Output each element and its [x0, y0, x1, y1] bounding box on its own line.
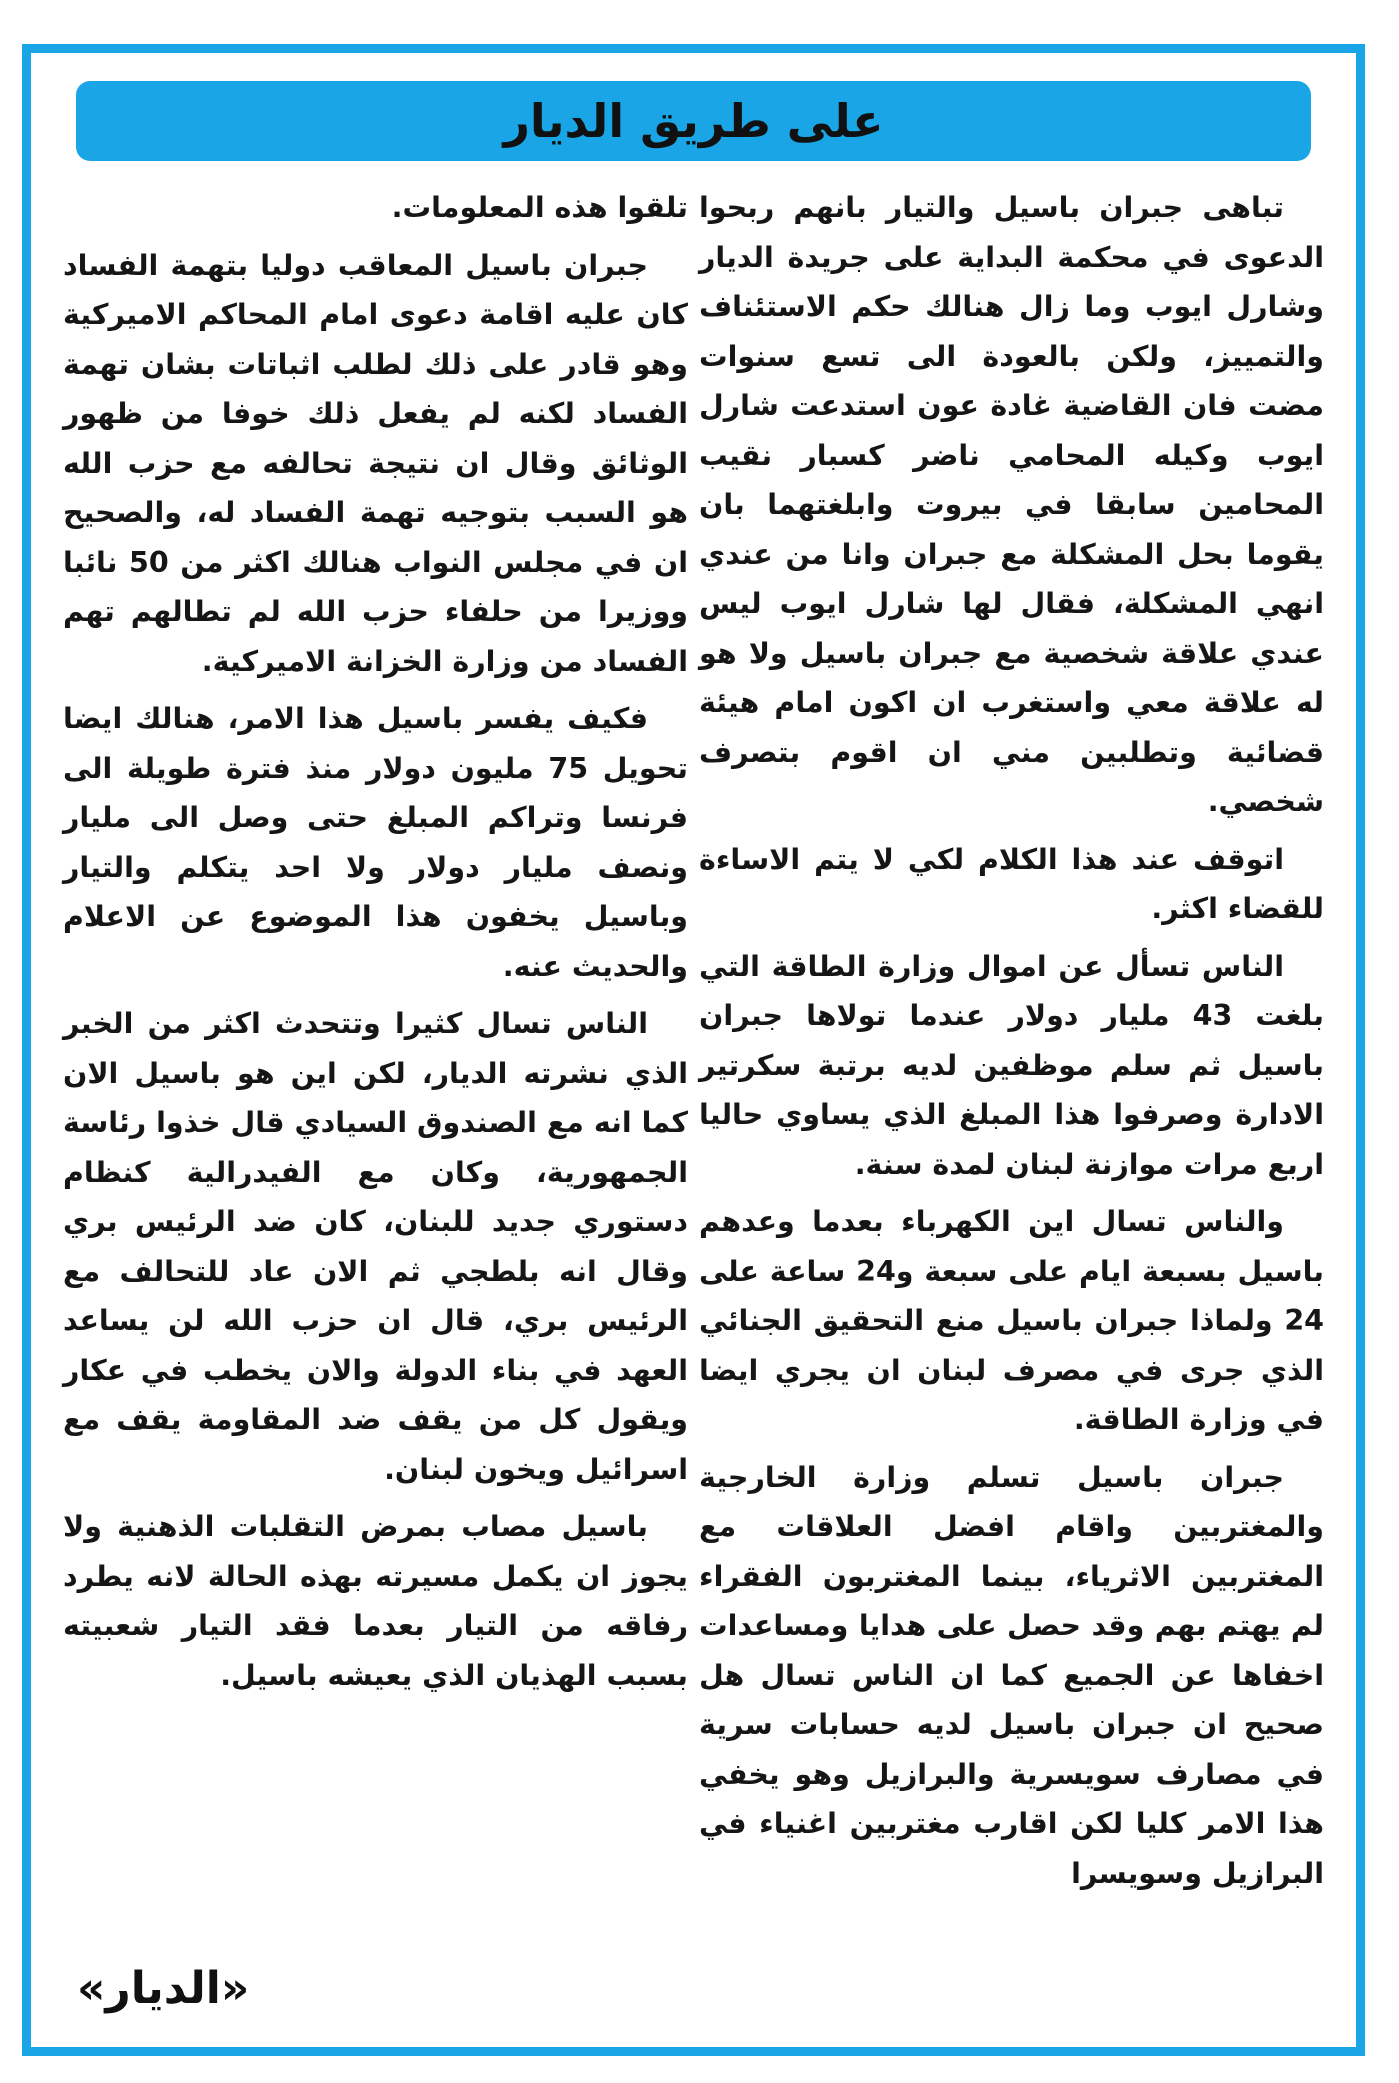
article-title: على طريق الديار — [503, 94, 884, 148]
signature: «الديار» — [77, 1963, 250, 2014]
header-bar — [76, 81, 1311, 161]
paragraph: الناس تسأل عن اموال وزارة الطاقة التي بلغت 43 مليار دولار عندما تولاها جبران باسيل ثم سلم موظفين لديه برتبة سكرتير الادارة وصرفوا هذا المبلغ الذي يساوي حاليا اربع مرات موازنة لبنان لمدة سنة. — [699, 949, 1325, 1181]
paragraph: اتوقف عند هذا الكلام لكي لا يتم الاساءة للقضاء اكثر. — [699, 842, 1324, 925]
paragraph: باسيل مصاب بمرض التقلبات الذهنية ولا يجوز ان يكمل مسيرته بهذه الحالة لانه يطرد رفاقه من التيار بعدما فقد التيار شعبيته بسبب الهذيان الذي يعيشه باسيل. — [63, 1510, 688, 1692]
paragraph: والناس تسال اين الكهرباء بعدما وعدهم باسيل بسبعة ايام على سبعة و24 ساعة على 24 ولماذا جبران باسيل منع التحقيق الجنائي الذي جرى في مصرف لبنان ان يجري ايضا في وزارة الطاقة. — [699, 1205, 1325, 1436]
article-frame — [22, 44, 1365, 2056]
left-column — [63, 183, 688, 2013]
paragraph: جبران باسيل المعاقب دوليا بتهمة الفساد كان عليه اقامة دعوى امام المحاكم الاميركية وهو قادر على ذلك لطلب اثباتات بشان تهمة الفساد لكنه لم يفعل ذلك خوفا من ظهور الوثائق وقال ان نتيجة تحالفه مع حزب الله هو السبب بتوجيه تهمة الفساد له، والصحيح ان في مجلس النواب هنالك اكثر من 50 نائبا ووزيرا من حلفاء حزب الله لم تطالهم تهم الفساد من وزارة الخزانة الاميركية. — [63, 248, 688, 678]
paragraph: جبران باسيل تسلم وزارة الخارجية والمغتربين واقام افضل العلاقات مع المغتربين الاثرياء، بينما المغتربون الفقراء لم يهتم بهم وقد حصل على هدايا ومساعدات اخفاها عن الجميع كما ان الناس تسال هل صحيح ان جبران باسيل لديه حسابات سرية في مصارف سويسرية والبرازيل وهو يخفي هذا الامر كليا لكن اقارب مغتربين اغنياء في البرازيل وسويسرا — [699, 1460, 1324, 1890]
right-column — [699, 183, 1324, 2013]
paragraph: فكيف يفسر باسيل هذا الامر، هنالك ايضا تحويل 75 مليون دولار منذ فترة طويلة الى فرنسا وتراكم المبلغ حتى وصل الى مليار ونصف مليار دولار ولا احد يتكلم والتيار وباسيل يخفون هذا الموضوع عن الاعلام والحديث عنه. — [63, 702, 688, 983]
paragraph: تباهى جبران باسيل والتيار بانهم ربحوا الدعوى في محكمة البداية على جريدة الديار وشارل ايوب وما زال هنالك حكم الاستئناف والتمييز، ولكن بالعودة الى تسع سنوات مضت فان القاضية غادة عون استدعت شارل ايوب وكيله المحامي ناضر كسبار نقيب المحامين سابقا في بيروت وابلغتهما بان يقوما بحل المشكلة مع جبران وانا من عندي انهي المشكلة، فقال لها شارل ايوب ليس عندي علاقة شخصية مع جبران باسيل ولا هو له علاقة معي واستغرب ان اكون امام هيئة قضائية وتطلبين مني ان اقوم بتصرف شخصي. — [699, 191, 1324, 818]
article-body — [63, 183, 1324, 2013]
paragraph: تلقوا هذه المعلومات. — [391, 191, 688, 224]
paragraph: الناس تسال كثيرا وتتحدث اكثر من الخبر الذي نشرته الديار، لكن اين هو باسيل الان كما انه مع الصندوق السيادي قال خذوا رئاسة الجمهورية، وكان مع الفيدرالية كنظام دستوري جديد للبنان، كان ضد الرئيس بري وقال انه بلطجي ثم الان عاد للتحالف مع الرئيس بري، قال ان حزب الله لن يساعد العهد في بناء الدولة والان يخطب في عكار ويقول كل من يقف ضد المقاومة يقف مع اسرائيل ويخون لبنان. — [63, 1007, 688, 1486]
